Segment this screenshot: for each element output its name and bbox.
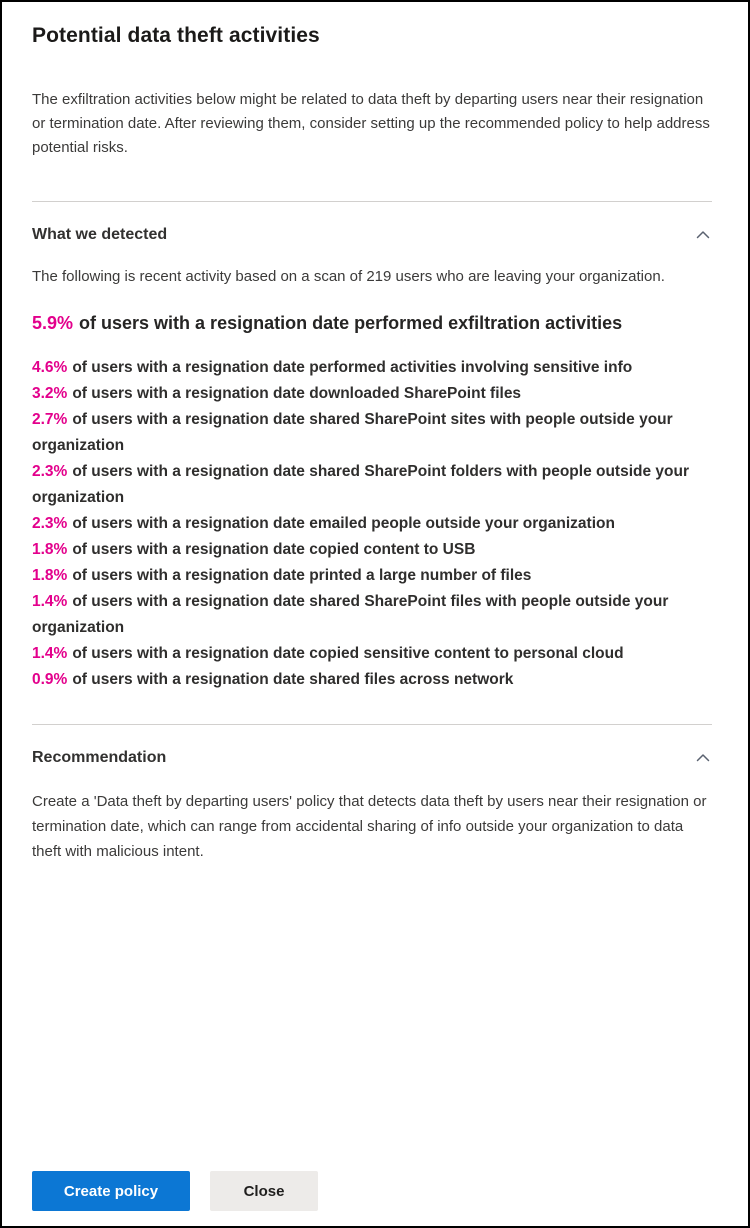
footer-actions <box>32 1171 712 1212</box>
section-divider <box>32 724 712 725</box>
stat-percentage: 4.6% <box>32 359 68 376</box>
recommendation-title: Recommendation <box>32 749 167 766</box>
stat-percentage: 2.7% <box>32 411 68 428</box>
stat-percentage: 1.4% <box>32 593 68 610</box>
stat-text: of users with a resignation date downloaded SharePoint files <box>72 385 522 402</box>
stat-item <box>32 589 712 641</box>
stat-text: of users with a resignation date performed activities involving sensitive info <box>72 359 633 376</box>
stat-item <box>32 407 712 459</box>
stat-item <box>32 667 712 693</box>
stat-percentage: 2.3% <box>32 463 68 480</box>
stat-text: of users with a resignation date shared SharePoint sites with people outside your organization <box>32 411 673 454</box>
recommendation-header[interactable] <box>32 747 712 769</box>
stat-percentage: 3.2% <box>32 385 68 402</box>
headline-percentage: 5.9% <box>32 313 74 333</box>
headline-stat <box>32 311 712 335</box>
stat-percentage: 1.4% <box>32 645 68 662</box>
stat-item <box>32 641 712 667</box>
stats-list <box>32 355 712 693</box>
intro-text: The exfiltration activities below might be related to data theft by departing users near their resignation or termination date. After reviewing them, consider setting up the recommended policy to help address potential risks. <box>32 91 710 156</box>
close-button[interactable]: Close <box>210 1171 318 1211</box>
stat-item <box>32 537 712 563</box>
stat-item <box>32 563 712 589</box>
stat-percentage: 2.3% <box>32 515 68 532</box>
stat-percentage: 1.8% <box>32 567 68 584</box>
section-divider <box>32 201 712 202</box>
stat-percentage: 1.8% <box>32 541 68 558</box>
scan-summary-text: The following is recent activity based on a scan of 219 users who are leaving your organization. <box>32 268 665 285</box>
stat-text: of users with a resignation date shared SharePoint files with people outside your organization <box>32 593 669 636</box>
what-we-detected-title: What we detected <box>32 226 168 243</box>
stat-item <box>32 459 712 511</box>
stat-text: of users with a resignation date emailed people outside your organization <box>72 515 615 532</box>
stat-item <box>32 511 712 537</box>
stat-text: of users with a resignation date copied content to USB <box>72 541 476 558</box>
stat-text: of users with a resignation date printed a large number of files <box>72 567 532 584</box>
stat-item <box>32 355 712 381</box>
stat-text: of users with a resignation date shared SharePoint folders with people outside your organization <box>32 463 690 506</box>
stat-text: of users with a resignation date shared files across network <box>72 671 514 688</box>
stat-percentage: 0.9% <box>32 671 68 688</box>
stat-item <box>32 381 712 407</box>
create-policy-button[interactable]: Create policy <box>32 1171 190 1211</box>
chevron-up-icon[interactable] <box>694 749 712 767</box>
headline-text: of users with a resignation date performed exfiltration activities <box>79 313 623 333</box>
what-we-detected-header[interactable] <box>32 224 712 246</box>
chevron-up-icon[interactable] <box>694 226 712 244</box>
recommendation-text: Create a 'Data theft by departing users' policy that detects data theft by users near their resignation or termination date, which can range from accidental sharing of info outside your organization to data theft with malicious intent. <box>32 793 707 860</box>
page-title: Potential data theft activities <box>32 24 320 47</box>
stat-text: of users with a resignation date copied sensitive content to personal cloud <box>72 645 624 662</box>
